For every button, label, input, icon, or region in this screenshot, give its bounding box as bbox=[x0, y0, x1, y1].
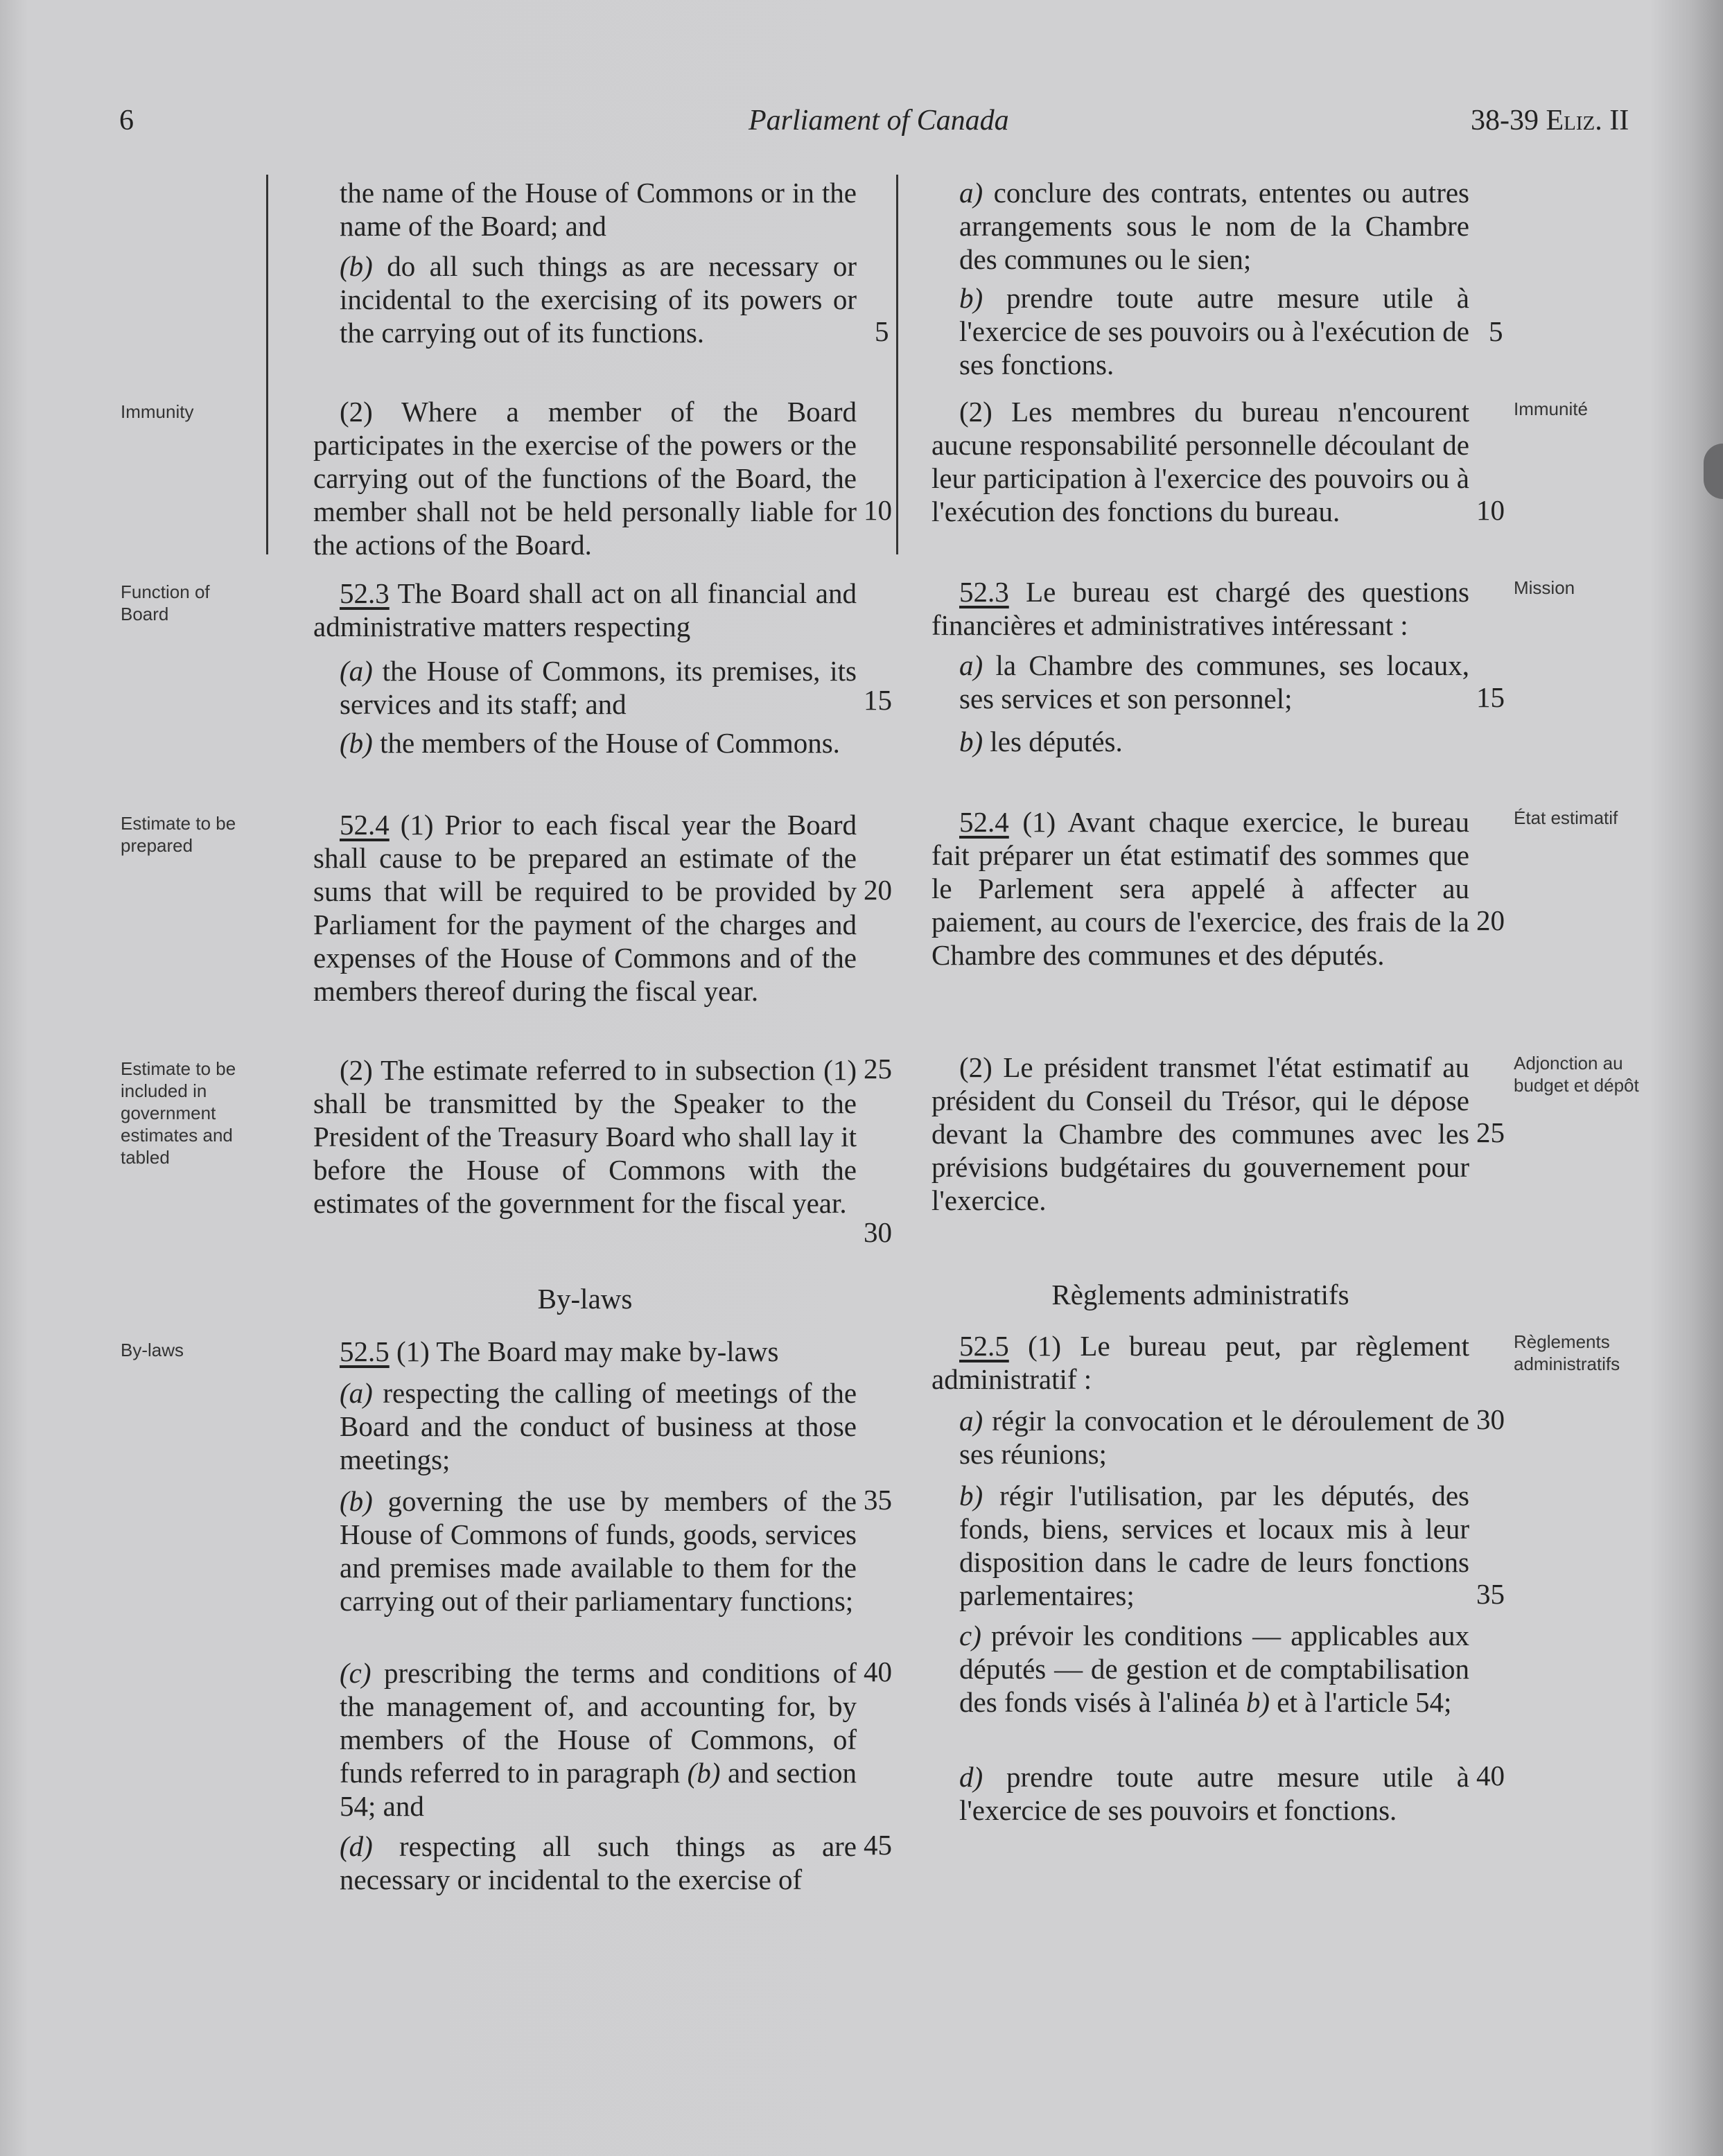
margin-note-reglements: Règlements administratifs bbox=[1514, 1331, 1620, 1374]
en-s523a bbox=[340, 654, 857, 721]
margin-note-estimate-included: Estimate to be included in government estimates and tabled bbox=[121, 1058, 236, 1168]
fr-s524-num: 52.4 bbox=[959, 806, 1009, 838]
fr-s523b-text: les députés. bbox=[990, 726, 1123, 757]
en-p3: (2) Where a member of the Board participates in the exercise of the powers or the carrying out of the functions of the Board, the member shall not be held personally liable for the actions of the Board. bbox=[313, 396, 857, 561]
en-s525c-label: (c) bbox=[340, 1657, 371, 1689]
en-s525 bbox=[313, 1335, 857, 1368]
margin-note-immunite: Immunité bbox=[1514, 398, 1588, 419]
en-s525d bbox=[340, 1830, 857, 1896]
fr-s524-text: (1) Avant chaque exercice, le bureau fait préparer un état estimatif des sommes que le Parlement sera appelé à affecter au paiement, au cours de l'exercice, des frais de la Chambre des communes et des députés. bbox=[932, 806, 1469, 971]
fr-s525d-text: prendre toute autre mesure utile à l'exercice de ses pouvoirs et fonctions. bbox=[959, 1761, 1469, 1826]
page-title: Parliament of Canada bbox=[749, 105, 1009, 137]
margin-note-adjonction: Adjonction au budget et dépôt bbox=[1514, 1053, 1639, 1096]
fr-b-label: b) bbox=[959, 282, 983, 314]
fr-s525a-text: régir la convocation et le déroulement de ses réunions; bbox=[959, 1405, 1470, 1470]
en-s525b-text: governing the use by members of the House of Commons of funds, goods, services and premises made available to them for the carrying out of their parliamentary functions; bbox=[340, 1485, 857, 1617]
fr-heading-reglements: Règlements administratifs bbox=[1051, 1279, 1349, 1311]
en-s525c bbox=[340, 1656, 857, 1823]
en-p2-label: (b) bbox=[340, 250, 373, 282]
en-line-number: 30 bbox=[864, 1216, 892, 1248]
en-s525c-text: prescribing the terms and conditions of the management of, and accounting for, by members of the House of Commons, of funds referred to in paragraph bbox=[340, 1657, 857, 1789]
en-s523 bbox=[313, 577, 857, 643]
fr-s523 bbox=[932, 575, 1469, 642]
fr-a bbox=[959, 176, 1469, 276]
en-line-number: 10 bbox=[864, 494, 892, 526]
fr-line-number: 35 bbox=[1476, 1578, 1505, 1610]
margin-note-estimate-prepared: Estimate to be prepared bbox=[121, 813, 236, 856]
fr-line-number: 10 bbox=[1476, 494, 1505, 526]
fr-s523a-text: la Chambre des communes, ses locaux, ses services et son personnel; bbox=[959, 649, 1469, 715]
fr-s525b bbox=[959, 1479, 1469, 1612]
en-s523-num: 52.3 bbox=[340, 577, 390, 609]
margin-note-bylaws: By-laws bbox=[121, 1340, 184, 1360]
margin-note-immunity: Immunity bbox=[121, 401, 194, 422]
fr-s523a bbox=[959, 649, 1469, 715]
en-s523b bbox=[340, 726, 857, 760]
fr-line-number: 25 bbox=[1476, 1116, 1505, 1148]
fr-line-number: 20 bbox=[1476, 904, 1505, 936]
margin-note-mission: Mission bbox=[1514, 577, 1575, 598]
fr-s525-num: 52.5 bbox=[959, 1330, 1009, 1362]
margin-note-etat-estimatif: État estimatif bbox=[1514, 807, 1618, 828]
en-s523b-text: the members of the House of Commons. bbox=[380, 727, 840, 759]
en-s523-text: The Board shall act on all financial and administrative matters respecting bbox=[313, 577, 857, 642]
fr-s525c-label: c) bbox=[959, 1620, 981, 1651]
fr-s523b-label: b) bbox=[959, 726, 983, 757]
fr-s523-text: Le bureau est chargé des questions financières et administratives intéressant : bbox=[932, 576, 1469, 641]
fr-p2: (2) Les membres du bureau n'encourent aucune responsabilité personnelle découlant de leur participation à l'exercice des pouvoirs ou à l'exécution des fonctions du bureau. bbox=[932, 396, 1469, 527]
fr-s524-2: (2) Le président transmet l'état estimatif au président du Conseil du Trésor, qui le dépose devant la Chambre des communes avec les prévisions budgétaires du gouvernement pour l'exercice. bbox=[932, 1051, 1469, 1216]
en-s525c-ref: (b) bbox=[687, 1757, 721, 1789]
en-s524 bbox=[313, 808, 857, 1008]
en-line-number: 15 bbox=[864, 684, 892, 716]
fr-line-number: 40 bbox=[1476, 1760, 1505, 1791]
fr-s525c bbox=[959, 1619, 1469, 1719]
en-s524-num: 52.4 bbox=[340, 809, 390, 841]
regnal-suffix: II bbox=[1609, 105, 1629, 137]
en-s525-text: (1) The Board may make by-laws bbox=[396, 1335, 779, 1367]
fr-b-text: prendre toute autre mesure utile à l'exercice de ses pouvoirs ou à l'exécution de ses fonctions. bbox=[959, 282, 1469, 380]
en-p1: the name of the House of Commons or in the name of the Board; and bbox=[340, 177, 857, 242]
page-edge-tab bbox=[1704, 444, 1723, 499]
fr-s525 bbox=[932, 1329, 1469, 1396]
fr-s525a bbox=[959, 1404, 1469, 1471]
margin-note-function: Function of Board bbox=[121, 581, 210, 624]
en-s525b bbox=[340, 1484, 857, 1618]
en-s525a-label: (a) bbox=[340, 1377, 373, 1409]
en-s525a bbox=[340, 1376, 857, 1476]
left-rule bbox=[266, 175, 268, 554]
regnal-eliz: Eliz. bbox=[1546, 105, 1602, 137]
fr-s523-num: 52.3 bbox=[959, 576, 1009, 608]
regnal-year bbox=[1471, 104, 1629, 137]
fr-line-number: 15 bbox=[1476, 681, 1505, 713]
en-line-number: 35 bbox=[864, 1484, 892, 1516]
fr-s525a-label: a) bbox=[959, 1405, 983, 1437]
en-p2 bbox=[340, 249, 857, 349]
fr-b bbox=[959, 281, 1469, 381]
fr-s525-text: (1) Le bureau peut, par règlement administratif : bbox=[932, 1330, 1469, 1395]
en-s525b-label: (b) bbox=[340, 1485, 373, 1517]
fr-s525b-label: b) bbox=[959, 1480, 983, 1511]
fr-s523a-label: a) bbox=[959, 649, 983, 681]
en-heading-bylaws: By-laws bbox=[537, 1283, 633, 1315]
en-line-number: 20 bbox=[864, 874, 892, 906]
en-s525c-end: and section 54; and bbox=[340, 1757, 857, 1822]
fr-s525d bbox=[959, 1760, 1469, 1827]
fr-s525d-label: d) bbox=[959, 1761, 983, 1793]
fr-s523b bbox=[959, 725, 1469, 758]
en-s524-text: (1) Prior to each fiscal year the Board shall cause to be prepared an estimate of the sums that will be required to be provided by Parliament for the payment of the charges and expenses of the House of Commons and of the members thereof during the fiscal year. bbox=[313, 809, 857, 1007]
en-s524-2: (2) The estimate referred to in subsection (1) shall be transmitted by the Speaker to the President of the Treasury Board who shall lay it before the House of Commons with the estimates of the government for the fiscal year. bbox=[313, 1054, 857, 1219]
en-line-number: 45 bbox=[864, 1829, 892, 1861]
fr-s525c-ref: b) bbox=[1245, 1686, 1270, 1718]
fr-s525c-text: prévoir les conditions — applicables aux députés — de gestion et de comptabilisation des fonds visés à l'alinéa bbox=[959, 1620, 1469, 1718]
en-p2-text: do all such things as are necessary or incidental to the exercising of its powers or the carrying out of its functions. bbox=[340, 250, 857, 349]
en-line-number: 40 bbox=[864, 1656, 892, 1688]
center-rule bbox=[896, 175, 898, 554]
regnal-prefix: 38-39 bbox=[1471, 105, 1539, 137]
fr-line-number: 30 bbox=[1476, 1403, 1505, 1435]
en-line-number: 25 bbox=[864, 1053, 892, 1085]
fr-s525c-end: et à l'article 54; bbox=[1277, 1686, 1452, 1718]
fr-s525b-text: régir l'utilisation, par les députés, des fonds, biens, services et locaux mis à leur disposition dans le cadre de leurs fonctions parlementaires; bbox=[959, 1480, 1470, 1611]
en-line-number: 5 bbox=[875, 315, 889, 347]
en-s525-num: 52.5 bbox=[340, 1335, 390, 1367]
en-s523a-label: (a) bbox=[340, 655, 373, 687]
en-s525a-text: respecting the calling of meetings of the Board and the conduct of business at those meetings; bbox=[340, 1377, 857, 1475]
fr-line-number: 5 bbox=[1489, 315, 1503, 347]
en-s523b-label: (b) bbox=[340, 727, 373, 759]
fr-s524 bbox=[932, 805, 1469, 972]
fr-a-text: conclure des contrats, ententes ou autres arrangements sous le nom de la Chambre des communes ou le sien; bbox=[959, 177, 1469, 275]
fr-a-label: a) bbox=[959, 177, 983, 209]
en-s525d-text: respecting all such things as are necessary or incidental to the exercise of bbox=[340, 1830, 857, 1895]
page-number: 6 bbox=[119, 105, 134, 137]
en-s525d-label: (d) bbox=[340, 1830, 373, 1862]
en-s523a-text: the House of Commons, its premises, its services and its staff; and bbox=[340, 655, 857, 720]
